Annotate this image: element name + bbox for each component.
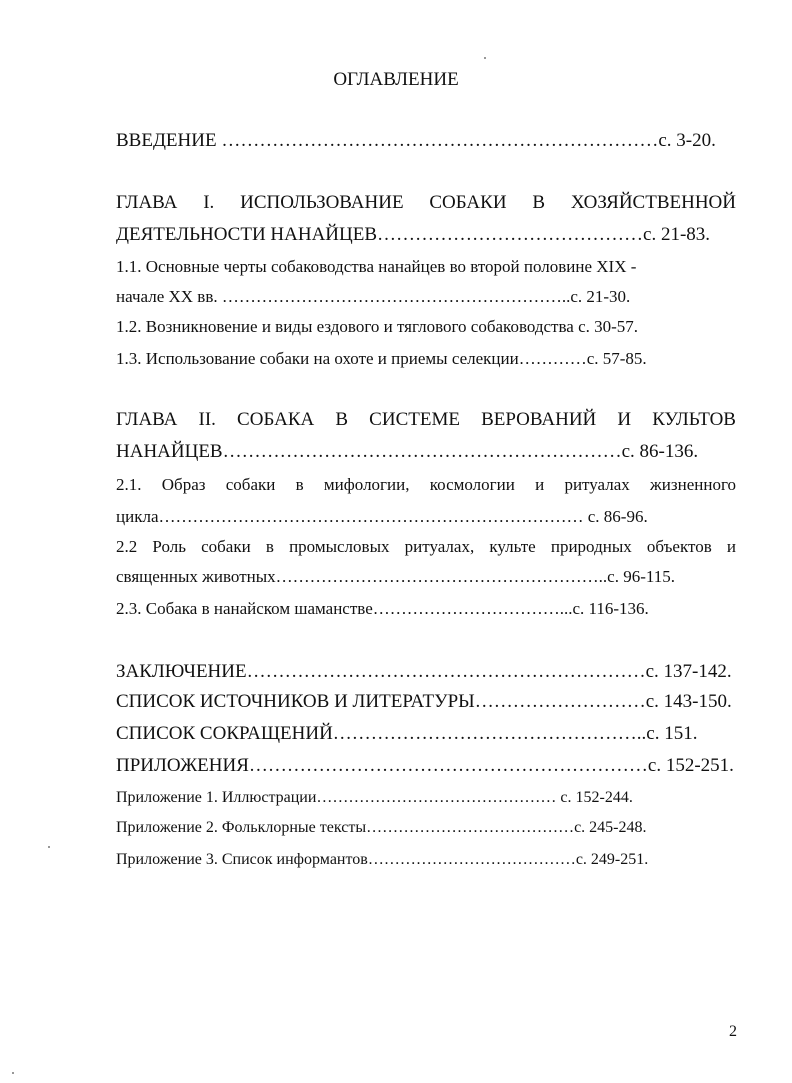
scan-speck — [484, 57, 486, 59]
section-1-2: 1.2. Возникновение и виды ездового и тяглового собаководства с. 30-57. — [116, 317, 639, 336]
section-1-3: 1.3. Использование собаки на охоте и приемы селекции…………с. 57-85. — [116, 349, 647, 368]
scan-speck — [12, 1072, 14, 1074]
toc-entry-introduction: ВВЕДЕНИЕ ……………………………………………………………с. 3-20. — [116, 130, 716, 151]
section-2-2-line-1: 2.2 Роль собаки в промысловых ритуалах, культе природных объектов и — [116, 537, 736, 556]
section-1-1-line-2: начале XX вв. ……………………………………………………..с. 21-30. — [116, 287, 631, 306]
appendix-1: Приложение 1. Иллюстрации……………………………………… с. 152-244. — [116, 789, 633, 806]
toc-entry-appendices: ПРИЛОЖЕНИЯ………………………………………………………с. 152-251. — [116, 755, 734, 776]
section-2-3: 2.3. Собака в нанайском шаманстве……………………………...с. 116-136. — [116, 599, 649, 618]
section-2-2-line-2: священных животных…………………………………………………..с. 96-115. — [116, 567, 675, 586]
scan-speck — [48, 846, 50, 848]
appendix-3: Приложение 3. Список информантов…………………………………с. 249-251. — [116, 851, 649, 868]
toc-entry-sources: СПИСОК ИСТОЧНИКОВ И ЛИТЕРАТУРЫ………………………с. 143-150. — [116, 691, 732, 712]
section-1-1-line-1: 1.1. Основные черты собаководства нанайцев во второй половине XIX - — [116, 257, 637, 276]
page-number: 2 — [729, 1023, 737, 1040]
section-2-1-line-2: цикла………………………………………………………………… с. 86-96. — [116, 507, 648, 526]
chapter-1-heading-line-2: ДЕЯТЕЛЬНОСТИ НАНАЙЦЕВ……………………………………с. 21-83. — [116, 224, 711, 245]
chapter-2-heading-line-1: ГЛАВА II. СОБАКА В СИСТЕМЕ ВЕРОВАНИЙ И КУЛЬТОВ — [116, 409, 736, 430]
page-title: ОГЛАВЛЕНИЕ — [333, 69, 459, 90]
section-2-1-line-1: 2.1. Образ собаки в мифологии, космологии и ритуалах жизненного — [116, 475, 736, 494]
chapter-1-heading-line-1: ГЛАВА I. ИСПОЛЬЗОВАНИЕ СОБАКИ В ХОЗЯЙСТВЕННОЙ — [116, 192, 736, 213]
toc-entry-conclusion: ЗАКЛЮЧЕНИЕ………………………………………………………с. 137-142. — [116, 661, 732, 682]
chapter-2-heading-line-2: НАНАЙЦЕВ………………………………………………………с. 86-136. — [116, 441, 699, 462]
toc-entry-abbreviations: СПИСОК СОКРАЩЕНИЙ…………………………………………..с. 151. — [116, 723, 698, 744]
appendix-2: Приложение 2. Фольклорные тексты…………………………………с. 245-248. — [116, 819, 647, 836]
